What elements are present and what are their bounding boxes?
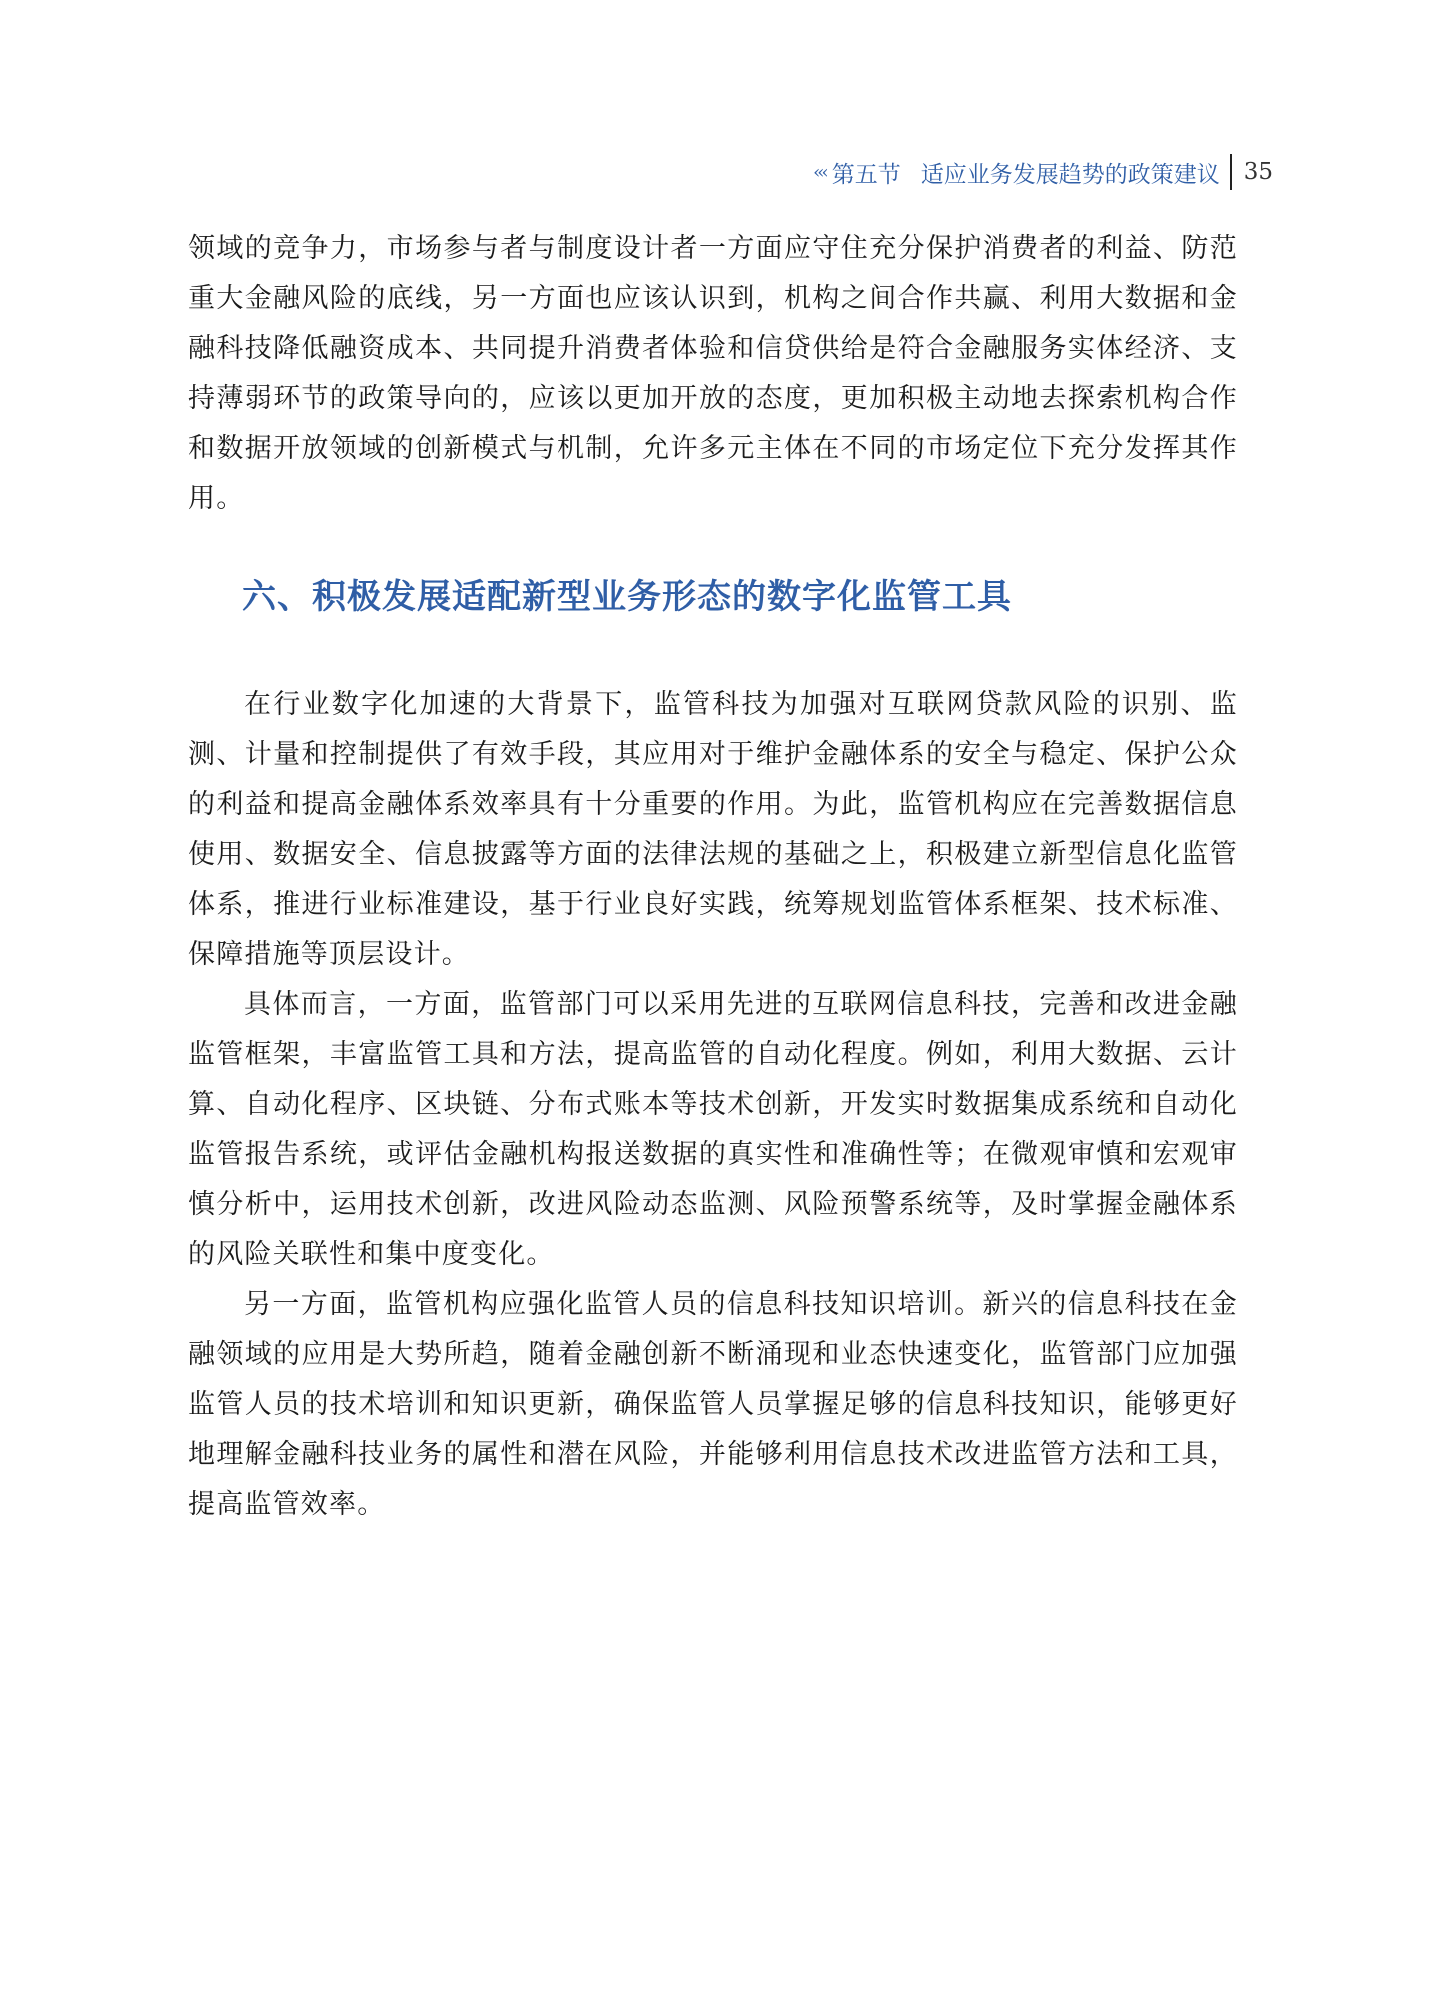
- paragraph: 在行业数字化加速的大背景下，监管科技为加强对互联网贷款风险的识别、监测、计量和控制提供了有效手段，其应用对于维护金融体系的安全与稳定、保护公众的利益和提高金融体系效率具有十分重要的作用。为此，监管机构应在完善数据信息使用、数据安全、信息披露等方面的法律法规的基础之上，积极建立新型信息化监管体系，推进行业标准建设，基于行业良好实践，统筹规划监管体系框架、技术标准、保障措施等顶层设计。: [188, 689, 1238, 970]
- running-header: [813, 152, 1273, 192]
- paragraph: 另一方面，监管机构应强化监管人员的信息科技知识培训。新兴的信息科技在金融领域的应用是大势所趋，随着金融创新不断涌现和业态快速变化，监管部门应加强监管人员的技术培训和知识更新，确保监管人员掌握足够的信息科技知识，能够更好地理解金融科技业务的属性和潜在风险，并能够利用信息技术改进监管方法和工具，提高监管效率。: [188, 1289, 1238, 1520]
- chevron-left-icon: ‹‹‹: [813, 161, 826, 183]
- paragraph-continued: 领域的竞争力，市场参与者与制度设计者一方面应守住充分保护消费者的利益、防范重大金融风险的底线，另一方面也应该认识到，机构之间合作共赢、利用大数据和金融科技降低融资成本、共同提升消费者体验和信贷供给是符合金融服务实体经济、支持薄弱环节的政策导向的，应该以更加开放的态度，更加积极主动地去探索机构合作和数据开放领域的创新模式与机制，允许多元主体在不同的市场定位下充分发挥其作用。: [188, 233, 1238, 514]
- body-text-top: [188, 224, 1238, 524]
- section-heading: 六、积极发展适配新型业务形态的数字化监管工具: [242, 577, 1012, 617]
- header-section-title: 适应业务发展趋势的政策建议: [920, 161, 1220, 188]
- paragraph: 具体而言，一方面，监管部门可以采用先进的互联网信息科技，完善和改进金融监管框架，丰富监管工具和方法，提高监管的自动化程度。例如，利用大数据、云计算、自动化程序、区块链、分布式账本等技术创新，开发实时数据集成系统和自动化监管报告系统，或评估金融机构报送数据的真实性和准确性等；在微观审慎和宏观审慎分析中，运用技术创新，改进风险动态监测、风险预警系统等，及时掌握金融体系的风险关联性和集中度变化。: [188, 989, 1238, 1270]
- body-text-section: [188, 680, 1238, 1530]
- header-chapter: [813, 156, 1220, 189]
- header-divider: [1230, 154, 1232, 190]
- page-number: 35: [1243, 159, 1273, 185]
- header-section-number: 第五节: [831, 161, 901, 188]
